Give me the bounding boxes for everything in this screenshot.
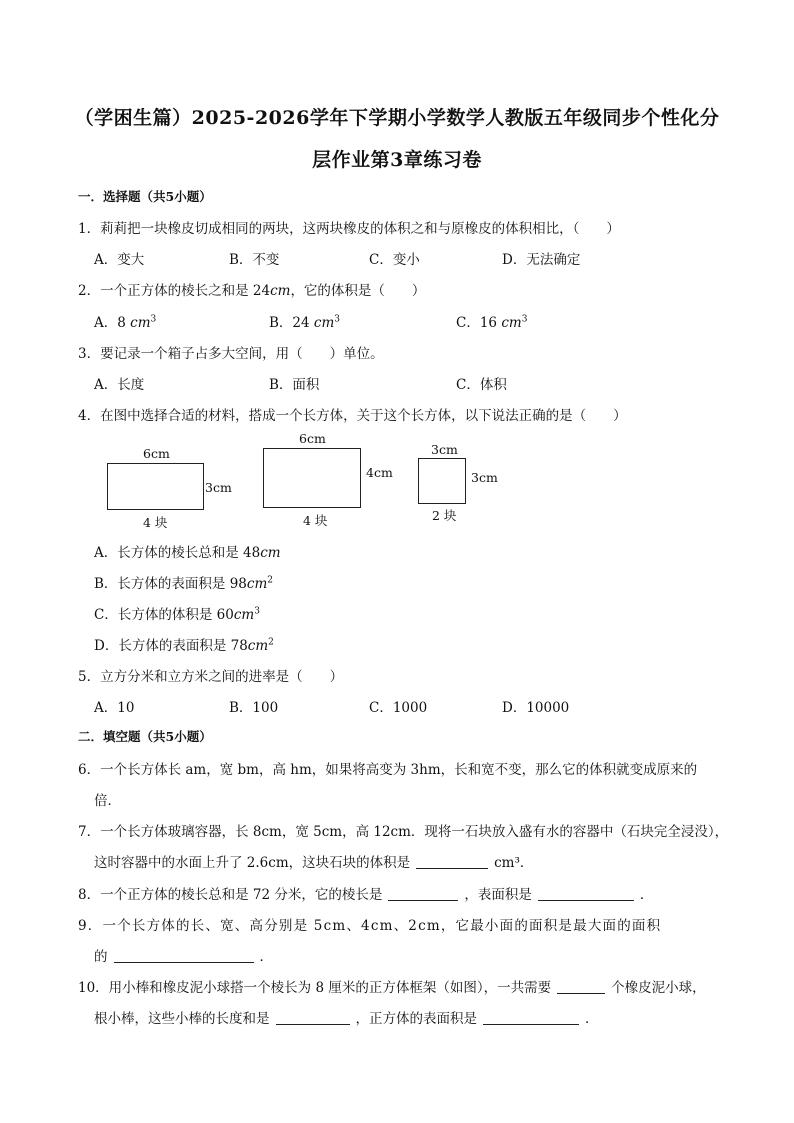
fig-rect3-side-label: 3cm <box>471 470 498 485</box>
title-line-2: 层作业第3章练习卷 <box>312 149 482 171</box>
q4-option-d-exp: 2 <box>268 637 274 648</box>
q4-option-c-unit: cm <box>233 607 255 623</box>
q7-answer-blank[interactable] <box>416 854 488 869</box>
q5-option-d: D．10000 <box>502 700 570 716</box>
question-2-stem <box>78 279 425 299</box>
q1-option-d: D．无法确定 <box>502 252 581 268</box>
fig-rect3 <box>418 458 466 504</box>
q3-option-c: C．体积 <box>456 377 507 393</box>
q10-line2-post: ． <box>585 1011 599 1027</box>
fig-rect1 <box>107 463 204 510</box>
fig-rect3-top-label: 3cm <box>431 442 458 457</box>
q3-option-b: B．面积 <box>269 377 320 393</box>
q8-mid: ，表面积是 <box>464 887 532 903</box>
q4-option-c <box>94 603 260 623</box>
fig-rect1-count-label: 4 块 <box>143 515 168 530</box>
q4-option-c-label: C．长方体的体积是 60 <box>94 607 234 623</box>
section-choice-heading: 一．选择题（共5小题） <box>78 189 212 204</box>
q10-length-blank[interactable] <box>276 1010 350 1025</box>
q2-option-b-unit: cm <box>313 315 335 331</box>
q2-option-c <box>456 311 527 331</box>
question-1-stem: 1．莉莉把一块橡皮切成相同的两块，这两块橡皮的体积之和与原橡皮的体积相比，（ ） <box>78 221 620 237</box>
q2-stem-pre: 2．一个正方体的棱长之和是 24 <box>78 283 271 299</box>
q2-stem-post: ，它的体积是（ ） <box>290 283 426 299</box>
q5-option-c: C．1000 <box>369 700 428 716</box>
q4-option-b-exp: 2 <box>267 575 273 586</box>
q2-option-c-unit: cm <box>501 315 522 331</box>
q1-option-b: B．不变 <box>229 252 280 268</box>
q8-area-blank[interactable] <box>538 886 634 901</box>
fig-rect2-count-label: 4 块 <box>303 513 328 528</box>
q4-option-d-label: D．长方体的表面积是 78 <box>94 638 248 654</box>
fig-rect2-side-label: 4cm <box>366 465 393 480</box>
q4-option-b-unit: cm <box>246 576 268 592</box>
q10-line2-mid: ，正方体的表面积是 <box>355 1011 477 1027</box>
q9-line2-post: ． <box>259 949 273 965</box>
q2-option-c-label: C．16 <box>456 315 502 331</box>
question-10-line-1 <box>78 976 706 996</box>
q7-line2-post: cm³． <box>494 855 534 871</box>
q10-line1-pre: 10．用小棒和橡皮泥小球搭一个棱长为 8 厘米的正方体框架（如图），一共需要 <box>78 980 552 996</box>
q4-option-c-exp: 3 <box>254 606 260 617</box>
q10-line1-post: 个橡皮泥小球， <box>611 980 706 996</box>
section-fill-heading: 二．填空题（共5小题） <box>78 729 212 744</box>
q9-answer-blank[interactable] <box>114 948 254 963</box>
question-7-line-2 <box>94 851 533 871</box>
q10-balls-blank[interactable] <box>557 979 605 994</box>
q2-option-a-label: A．8 <box>94 315 131 331</box>
q4-option-b-label: B．长方体的表面积是 98 <box>94 576 247 592</box>
question-3-stem: 3．要记录一个箱子占多大空间，用（ ）单位。 <box>78 346 384 362</box>
q9-line2-pre: 的 <box>94 949 108 965</box>
q2-option-b <box>269 311 340 331</box>
q5-option-a: A．10 <box>94 700 135 716</box>
q10-line2-pre: 根小棒，这些小棒的长度和是 <box>94 1011 270 1027</box>
q4-option-d-unit: cm <box>247 638 269 654</box>
question-4-stem: 4．在图中选择合适的材料，搭成一个长方体，关于这个长方体，以下说法正确的是（ ） <box>78 408 627 424</box>
question-6-line-2: 倍． <box>94 793 121 809</box>
q1-option-c: C．变小 <box>369 252 420 268</box>
question-7-line-1: 7．一个长方体玻璃容器，长 8cm，宽 5cm，高 12cm．现将一石块放入盛有水的容器中（石块完全浸没）， <box>78 824 729 840</box>
q2-stem-unit: cm <box>270 283 291 299</box>
q2-option-a-unit: cm <box>130 315 151 331</box>
q4-option-b <box>94 572 273 592</box>
q1-option-a: A．变大 <box>94 252 145 268</box>
q4-option-a <box>94 541 281 561</box>
q2-option-a-exp: 3 <box>150 314 157 325</box>
question-10-line-2 <box>94 1007 599 1027</box>
q2-option-a <box>94 311 156 331</box>
q2-option-b-label: B．24 <box>269 315 314 331</box>
q3-option-a: A．长度 <box>94 377 145 393</box>
title-line-1: （学困生篇）2025-2026学年下学期小学数学人教版五年级同步个性化分 <box>74 107 720 129</box>
q4-option-d <box>94 634 274 654</box>
q8-pre: 8．一个正方体的棱长总和是 72 分米，它的棱长是 <box>78 887 383 903</box>
question-9-line-1: 9．一个长方体的长、宽、高分别是 5cm、4cm、2cm，它最小面的面积是最大面的面积 <box>78 918 662 934</box>
question-5-stem: 5．立方分米和立方米之间的进率是（ ） <box>78 669 344 685</box>
question-9-line-2 <box>94 945 273 965</box>
fig-rect3-count-label: 2 块 <box>432 508 457 523</box>
q8-edge-blank[interactable] <box>388 886 458 901</box>
question-8-line <box>78 883 653 903</box>
q7-line2-pre: 这时容器中的水面上升了 2.6cm，这块石块的体积是 <box>94 855 411 871</box>
q4-option-a-label: A．长方体的棱长总和是 48 <box>94 545 261 561</box>
q2-option-b-exp: 3 <box>334 314 340 325</box>
question-6-line-1: 6．一个长方体长 am，宽 bm，高 hm，如果将高变为 3hm，长和宽不变，那么它的体积就变成原来的 <box>78 762 698 778</box>
q2-option-c-exp: 3 <box>521 314 528 325</box>
fig-rect1-top-label: 6cm <box>143 446 170 461</box>
fig-rect1-side-label: 3cm <box>205 480 232 495</box>
q8-post: ． <box>639 887 654 903</box>
fig-rect2-top-label: 6cm <box>299 431 326 446</box>
fig-rect2 <box>263 448 361 508</box>
q4-option-a-unit: cm <box>260 545 281 561</box>
q10-area-blank[interactable] <box>483 1010 579 1025</box>
q5-option-b: B．100 <box>229 700 279 716</box>
